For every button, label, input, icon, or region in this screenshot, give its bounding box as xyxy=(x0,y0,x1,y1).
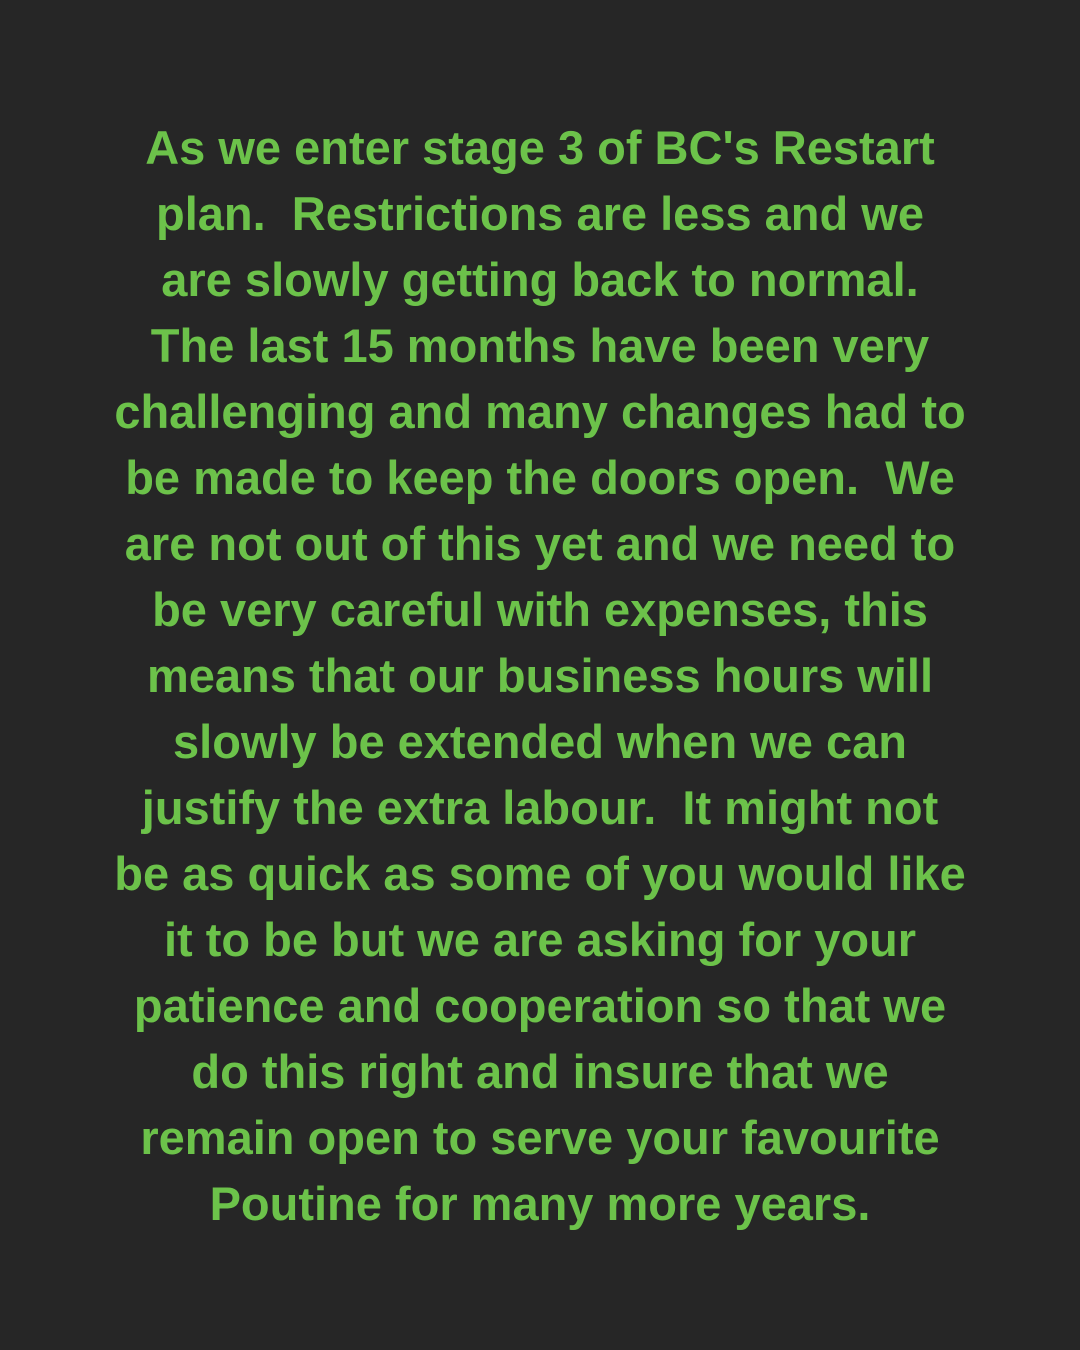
message-line: justify the extra labour. It might not xyxy=(141,781,939,834)
message-line: it to be but we are asking for your xyxy=(163,913,917,966)
message-line: remain open to serve your favourite xyxy=(140,1111,940,1164)
message-line: patience and cooperation so that we xyxy=(133,979,947,1032)
message-line: are slowly getting back to normal. xyxy=(161,253,919,306)
announcement-message xyxy=(40,115,1040,1237)
message-line: means that our business hours will xyxy=(146,649,934,702)
message-line: be as quick as some of you would like xyxy=(114,847,966,900)
message-line: Poutine for many more years. xyxy=(209,1177,871,1230)
message-line: are not out of this yet and we need to xyxy=(124,517,956,570)
message-line: As we enter stage 3 of BC's Restart xyxy=(145,121,935,174)
message-line: The last 15 months have been very xyxy=(150,319,930,372)
message-line: plan. Restrictions are less and we xyxy=(156,187,924,240)
message-line: do this right and insure that we xyxy=(191,1045,889,1098)
message-line: be very careful with expenses, this xyxy=(152,583,928,636)
message-line: challenging and many changes had to xyxy=(114,385,966,438)
message-line: be made to keep the doors open. We xyxy=(125,451,955,504)
message-line: slowly be extended when we can xyxy=(173,715,907,768)
